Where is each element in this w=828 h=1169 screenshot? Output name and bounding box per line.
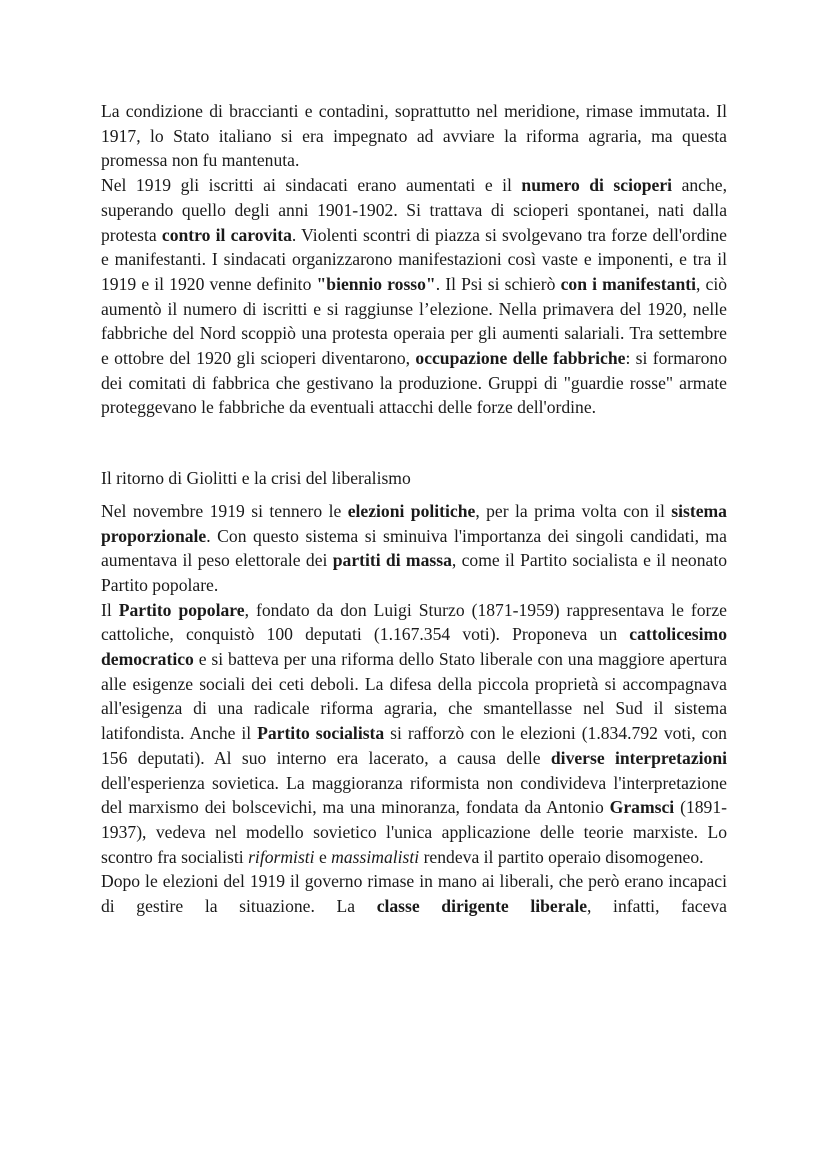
bold-term: partiti di massa <box>332 550 452 571</box>
bold-term: Partito popolare <box>118 599 245 620</box>
bold-term: sistema proporzionale <box>101 500 727 546</box>
bold-term: con i manifestanti <box>560 273 696 294</box>
bold-term: contro il carovita <box>161 224 292 245</box>
paragraph-partito-popolare: Il Partito popolare, fondato da don Luigi Sturzo (1871-1959) rappresentava le forze cattoliche, conquistò 100 deputati (1.167.354 voti). Proponeva un cattolicesimo democratico e si batteva per una riforma dello Stato liberale con una maggiore apertura alle esigenze sociali dei ceti deboli. La difesa della piccola proprietà si accompagnava all'esigenza di una radicale riforma agraria, che smantellasse nel Sud il sistema latifondista. Anche il Partito socialista si rafforzò con le elezioni (1.834.792 voti, con 156 deputati). Al suo interno era lacerato, a causa delle diverse interpretazioni dell'esperienza sovietica. La maggioranza riformista non condivideva l'interpretazione del marxismo dei bolscevichi, ma una minoranza, fondata da Antonio Gramsci (1891-1937), vedeva nel modello sovietico l'unica applicazione delle teorie marxiste. Lo scontro fra socialisti riformisti e massimalisti rendeva il partito operaio disomogeneo. <box>101 599 727 867</box>
paragraph-governo-liberale: Dopo le elezioni del 1919 il governo rimase in mano ai liberali, che però erano incapaci di gestire la situazione. La classe dirigente liberale, infatti, faceva <box>101 871 727 917</box>
bold-term: Gramsci <box>609 797 675 818</box>
italic-term: massimalisti <box>331 846 420 867</box>
bold-term: numero di scioperi <box>521 175 673 196</box>
bold-term: occupazione delle fabbriche <box>415 348 626 369</box>
italic-term: riformisti <box>248 846 315 867</box>
bold-term: elezioni politiche <box>347 500 476 521</box>
bold-term: Partito socialista <box>257 723 385 744</box>
bold-term: cattolicesimo democratico <box>101 624 727 670</box>
paragraph-biennio-rosso: Nel 1919 gli iscritti ai sindacati erano aumentati e il numero di scioperi anche, superando quello degli anni 1901-1902. Si trattava di scioperi spontanei, nati dalla protesta contro il carovita. Violenti scontri di piazza si svolgevano tra forze dell'ordine e manifestanti. I sindacati organizzarono manifestazioni così vaste e imponenti, e tra il 1919 e il 1920 venne definito "biennio rosso". Il Psi si schierò con i manifestanti, ciò aumentò il numero di iscritti e si raggiunse l’elezione. Nella primavera del 1920, nelle fabbriche del Nord scoppiò una protesta operaia per gli aumenti salariali. Tra settembre e ottobre del 1920 gli scioperi diventarono, occupazione delle fabbriche: si formarono dei comitati di fabbrica che gestivano la produzione. Gruppi di "guardie rosse" armate proteggevano le fabbriche da eventuali attacchi delle forze dell'ordine. <box>101 175 728 418</box>
bold-term: classe dirigente liberale <box>376 896 588 917</box>
paragraph-contadini: La condizione di braccianti e contadini, soprattutto nel meridione, rimase immutata. Il 1917, lo Stato italiano si era impegnato ad avviare la riforma agraria, ma questa promessa non fu mantenuta. <box>101 101 727 171</box>
bold-term: diverse interpretazioni <box>550 747 727 768</box>
document-page <box>101 99 727 919</box>
section-heading: Il ritorno di Giolitti e la crisi del liberalismo <box>101 468 411 489</box>
bold-term: "biennio rosso" <box>316 273 436 294</box>
paragraph-elezioni-1919: Nel novembre 1919 si tennero le elezioni politiche, per la prima volta con il sistema proporzionale. Con questo sistema si sminuiva l'importanza dei singoli candidati, ma aumentava il peso elettorale dei partiti di massa, come il Partito socialista e il neonato Partito popolare. <box>101 500 727 595</box>
